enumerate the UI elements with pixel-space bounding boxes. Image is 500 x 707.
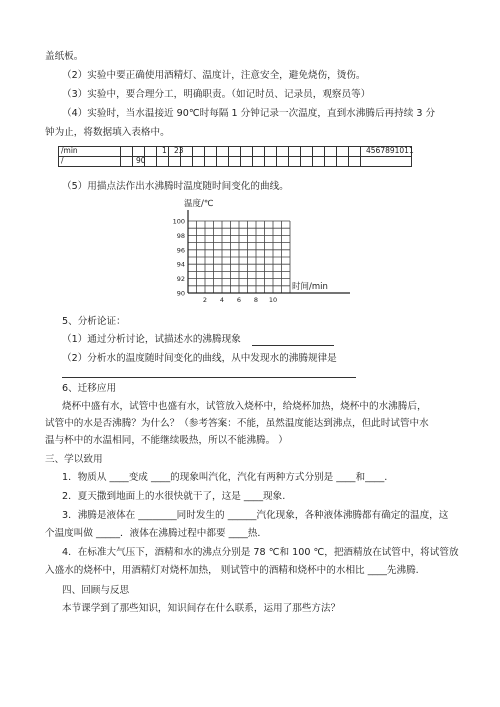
answer-blank (62, 377, 356, 378)
y-tick-label: 98 (176, 231, 185, 240)
text-line-8: （1）通过分析讨论，试描述水的沸腾现象 (62, 334, 241, 345)
text-line-9: （2）分析水的温度随时间变化的曲线，从中发现水的沸腾规律是 (62, 353, 337, 364)
table-cell: 4567891011 (366, 146, 414, 155)
y-tick-label: 100 (172, 217, 185, 226)
table-cell: / (61, 156, 64, 165)
y-tick-label: 96 (176, 246, 185, 255)
section-heading-5: 5、分析论证： (62, 316, 126, 327)
x-tick-label: 10 (268, 296, 278, 304)
y-tick-label: 90 (176, 289, 185, 298)
x-tick-label: 6 (236, 296, 242, 304)
temperature-chart (154, 198, 354, 310)
text-line-22: 本节课学到了那些知识，知识间存在什么联系，运用了那些方法？ (62, 603, 341, 614)
table-cell: 23 (174, 146, 184, 155)
section-heading-3: 三、学以致用 (45, 454, 103, 465)
table-cell: 90 (136, 156, 146, 165)
y-axis-label: 温度/℃ (184, 199, 214, 209)
x-axis-label: 时间/min (292, 282, 328, 292)
question-4: 4．在标准大气压下，酒精和水的沸点分别是 78 ℃和 100 ℃，把酒精放在试管中，将试管放 (62, 547, 459, 558)
question-3: 3．沸腾是液体在 ________同时发生的 ______汽化现象，各种液体沸腾都有确定的温度，这 (62, 510, 449, 521)
table-row (58, 156, 412, 166)
question-1: 1．物质从 ____变成 ____的现象叫汽化，汽化有两种方式分别是 ____和____. (62, 472, 388, 483)
text-line-1: 盖纸板。 (45, 51, 84, 62)
text-line-12: 试管中的水是否沸腾？为什么？（参考答案：不能，虽然温度能达到沸点，但此时试管中水 (45, 418, 429, 429)
question-3-cont: 个温度叫做 _____．液体在沸腾过程中都要 ____热． (45, 528, 267, 539)
text-line-5: 钟为止，将数据填入表格中。 (45, 127, 170, 138)
text-line-3: （3）实验中，要合理分工，明确职责。（如记时员、记录员，观察员等） (62, 89, 371, 100)
x-tick-label: 4 (219, 296, 225, 304)
question-4-cont: 入盛水的烧杯中，用酒精灯对烧杯加热， 则试管中的酒精和烧杯中的水相比 ____先沸腾. (45, 565, 419, 576)
text-line-4: （4）实验时，当水温接近 90℃时每隔 1 分钟记录一次温度，直到水沸腾后再持续 3 分 (62, 108, 436, 119)
y-tick-label: 94 (176, 260, 185, 269)
data-table (58, 146, 412, 167)
text-line-13: 温与杯中的水温相同，不能继续吸热，所以不能沸腾。 ） (45, 435, 288, 446)
table-cell: 1 (162, 146, 167, 155)
x-tick-label: 2 (202, 296, 208, 304)
table-row (58, 146, 412, 156)
y-tick-label: 92 (176, 275, 185, 284)
text-line-11: 烧杯中盛有水，试管中也盛有水，试管放入烧杯中，给烧杯加热，烧杯中的水沸腾后， (62, 401, 427, 412)
text-line-6: （5）用描点法作出水沸腾时温度随时间变化的曲线。 (62, 181, 289, 192)
table-cell: /min (61, 146, 78, 155)
section-heading-6: 6、迁移应用 (62, 383, 117, 394)
section-heading-4: 四、回顾与反思 (62, 585, 130, 596)
question-2: 2．夏天撒到地面上的水很快就干了，这是 ____现象. (62, 491, 286, 502)
answer-blank (252, 345, 334, 346)
text-line-2: （2）实验中要正确使用酒精灯、温度计，注意安全，避免烧伤，烫伤。 (62, 70, 366, 81)
x-tick-label: 8 (253, 296, 259, 304)
